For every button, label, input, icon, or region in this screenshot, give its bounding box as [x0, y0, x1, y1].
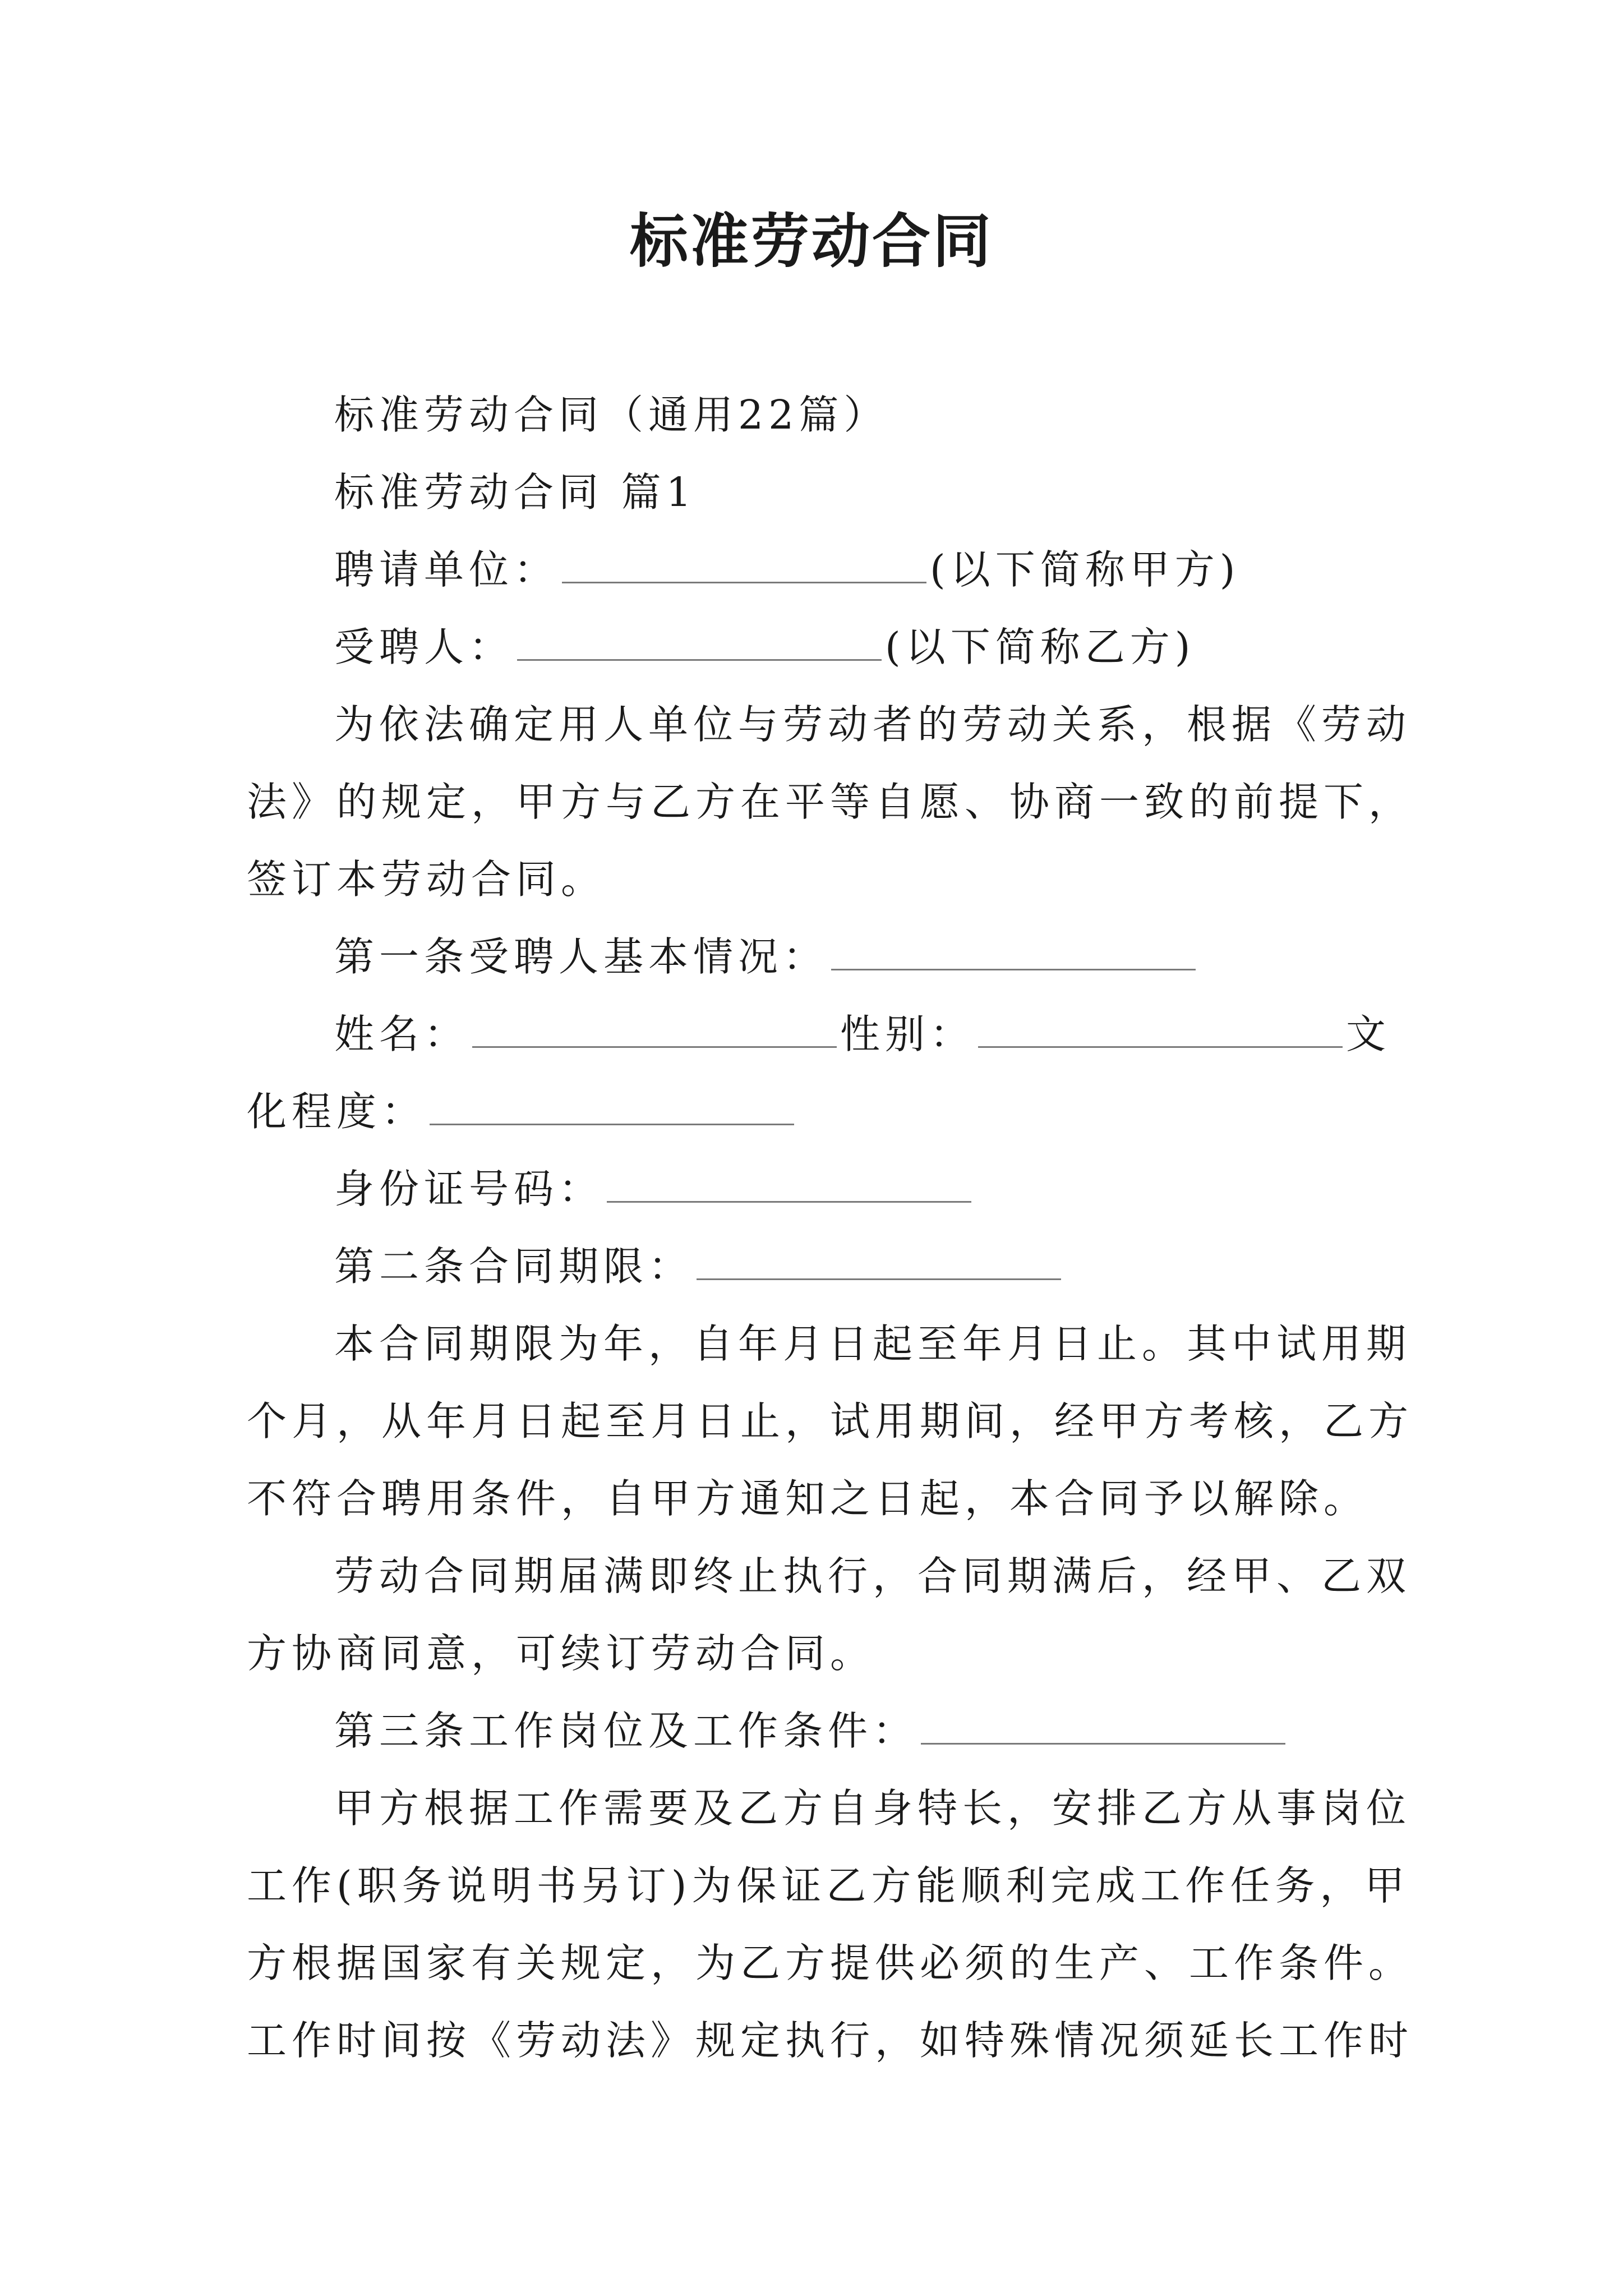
- employee-blank[interactable]: [517, 624, 882, 661]
- field-label: 姓名：: [334, 1011, 469, 1057]
- paragraph-line: 为依法确定用人单位与劳动者的劳动关系，根据《劳动: [334, 701, 1412, 748]
- field-label: 第一条受聘人基本情况：: [334, 933, 828, 980]
- article-one-line: [334, 929, 1199, 985]
- paragraph-line: 个月，从年月日起至月日止，试用期间，经甲方考核，乙方: [247, 1398, 1414, 1444]
- id-number-line: [334, 1161, 975, 1217]
- field-label: 第三条工作岗位及工作条件：: [334, 1708, 918, 1754]
- paragraph-line: 不符合聘用条件，自甲方通知之日起，本合同予以解除。: [247, 1475, 1369, 1522]
- basic-info-blank[interactable]: [831, 934, 1196, 970]
- paragraph-line: 本合同期限为年，自年月日起至年月日止。其中试用期: [334, 1320, 1412, 1367]
- field-label: 性别：: [840, 1011, 975, 1057]
- paragraph-line: 法》的规定，甲方与乙方在平等自愿、协商一致的前提下，: [247, 779, 1414, 825]
- paragraph-line: 劳动合同期届满即终止执行，合同期满后，经甲、乙双: [334, 1553, 1412, 1599]
- paragraph-line: 方根据国家有关规定，为乙方提供必须的生产、工作条件。: [247, 1940, 1414, 1986]
- section-heading: 标准劳动合同 篇1: [334, 469, 697, 516]
- field-label: 化程度：: [247, 1088, 427, 1135]
- name-gender-line: [334, 1006, 1391, 1062]
- field-label: 受聘人：: [334, 624, 514, 670]
- document-title: 标准劳动合同: [629, 207, 993, 275]
- education-line: [247, 1084, 797, 1140]
- education-blank[interactable]: [430, 1089, 794, 1125]
- field-label: 身份证号码：: [334, 1166, 604, 1212]
- article-two-line: [334, 1239, 1064, 1295]
- employer-line: [334, 542, 1240, 598]
- paragraph-line: 方协商同意，可续订劳动合同。: [247, 1630, 875, 1677]
- subtitle-line: 标准劳动合同（通用22篇）: [334, 392, 889, 438]
- article-three-line: [334, 1703, 1289, 1759]
- position-blank[interactable]: [921, 1708, 1285, 1745]
- id-number-blank[interactable]: [607, 1166, 971, 1203]
- paragraph-line: 签订本劳动合同。: [247, 856, 606, 903]
- term-blank[interactable]: [697, 1244, 1061, 1280]
- paragraph-line: 工作时间按《劳动法》规定执行，如特殊情况须延长工作时: [247, 2017, 1414, 2064]
- paragraph-line: 甲方根据工作需要及乙方自身特长，安排乙方从事岗位: [334, 1785, 1412, 1832]
- field-label: 第二条合同期限：: [334, 1243, 694, 1290]
- employee-line: [334, 619, 1195, 675]
- employer-blank[interactable]: [562, 547, 926, 583]
- field-label: 文: [1346, 1011, 1391, 1057]
- field-note: (以下简称甲方): [930, 546, 1241, 593]
- field-note: (以下简称乙方): [885, 624, 1196, 670]
- gender-blank[interactable]: [978, 1011, 1343, 1048]
- name-blank[interactable]: [472, 1011, 837, 1048]
- field-label: 聘请单位：: [334, 546, 559, 593]
- paragraph-line: 工作(职务说明书另订)为保证乙方能顺利完成工作任务，甲: [247, 1862, 1410, 1909]
